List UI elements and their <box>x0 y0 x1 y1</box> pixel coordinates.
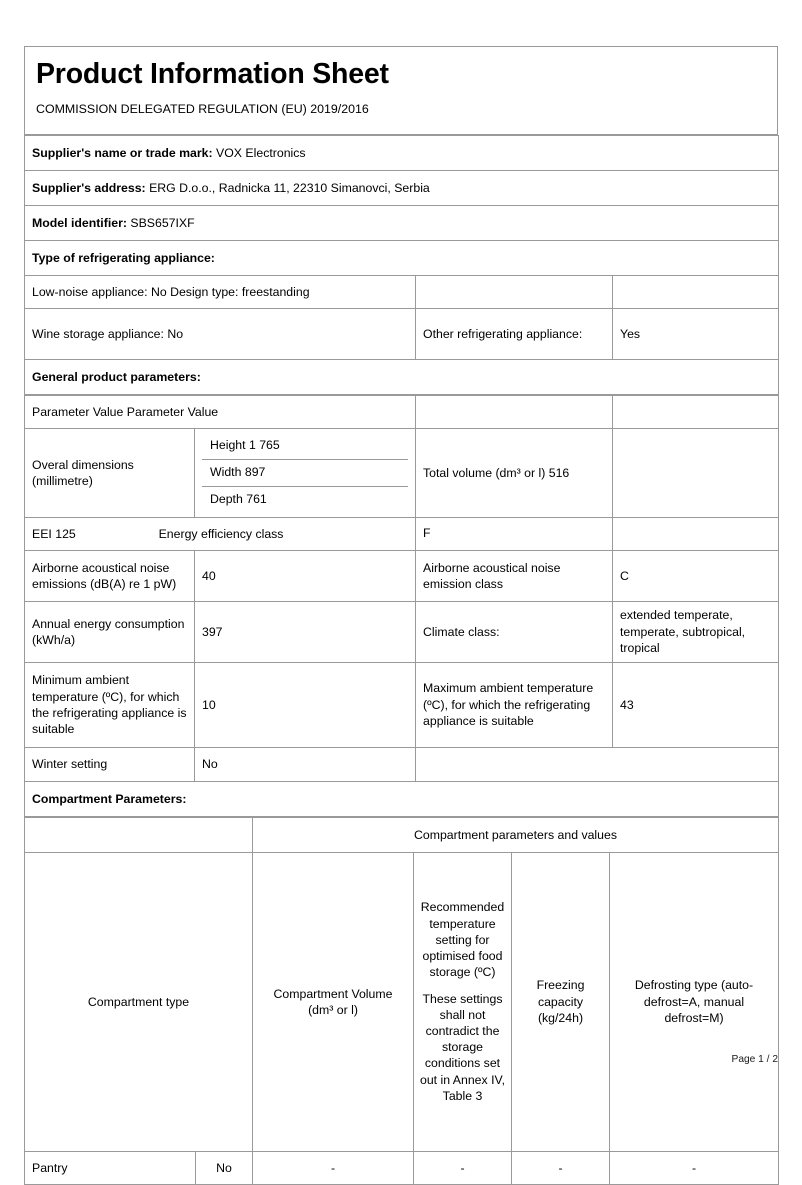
general-parameters-table <box>24 395 779 817</box>
table-row <box>25 817 779 852</box>
appliance-type-section-label: Type of refrigerating appliance: <box>25 240 779 275</box>
min-temp-value: 10 <box>195 662 416 747</box>
table-row <box>25 517 779 550</box>
model-identifier-value: SBS657IXF <box>130 215 195 230</box>
annual-energy-value: 397 <box>195 601 416 662</box>
dimension-width: Width 897 <box>202 459 408 486</box>
min-temp-label: Minimum ambient temperature (ºC), for which the refrigerating appliance is suitable <box>25 662 195 747</box>
table-row <box>25 852 779 1151</box>
compartment-row-defrost: - <box>610 1151 779 1184</box>
compartment-temperature-header <box>414 852 512 1151</box>
compartment-row-temperature: - <box>414 1151 512 1184</box>
parameter-value-header: Parameter Value Parameter Value <box>25 395 416 428</box>
page-footer <box>24 1054 778 1065</box>
title-block <box>24 46 778 135</box>
table-row <box>25 275 779 308</box>
compartment-row-present: No <box>196 1151 253 1184</box>
supplier-address-label: Supplier's address: <box>32 180 146 195</box>
compartment-corner-cell <box>25 817 253 852</box>
compartment-temperature-header-main: Recommended temperature setting for optimised food storage (ºC) <box>420 900 505 980</box>
compartment-volume-header: Compartment Volume (dm³ or l) <box>253 852 414 1151</box>
energy-efficiency-class-label: Energy efficiency class <box>158 526 284 541</box>
table-row <box>25 395 779 428</box>
supplier-name-value: VOX Electronics <box>216 145 306 160</box>
table-row <box>25 359 779 394</box>
compartment-row-volume: - <box>253 1151 414 1184</box>
compartment-params-header: Compartment parameters and values <box>253 817 779 852</box>
parameter-header-blank-2 <box>613 395 779 428</box>
general-section-label: General product parameters: <box>25 359 779 394</box>
winter-setting-value: No <box>195 747 416 781</box>
table-row <box>25 747 779 781</box>
noise-emissions-value: 40 <box>195 550 416 601</box>
other-appliance-label: Other refrigerating appliance: <box>416 308 613 359</box>
table-row <box>25 205 779 240</box>
energy-efficiency-class-value: F <box>416 517 613 550</box>
max-temp-value: 43 <box>613 662 779 747</box>
compartment-parameters-table <box>24 817 779 1185</box>
winter-setting-blank <box>416 747 779 781</box>
wine-storage-cell: Wine storage appliance: No <box>25 308 416 359</box>
annual-energy-label: Annual energy consumption (kWh/a) <box>25 601 195 662</box>
table-row <box>202 486 408 513</box>
table-row <box>25 550 779 601</box>
max-temp-label: Maximum ambient temperature (ºC), for which the refrigerating appliance is suitable <box>416 662 613 747</box>
table-row <box>202 433 408 460</box>
supplier-name-label: Supplier's name or trade mark: <box>32 145 213 160</box>
climate-class-label: Climate class: <box>416 601 613 662</box>
compartment-type-header: Compartment type <box>25 852 253 1151</box>
supplier-table <box>24 135 779 395</box>
eei-blank <box>613 517 779 550</box>
eei-label: EEI 125 <box>32 526 76 541</box>
table-row <box>25 135 779 170</box>
table-row <box>25 781 779 816</box>
overall-dimensions-label: Overal dimensions (millimetre) <box>25 428 195 517</box>
table-row <box>25 662 779 747</box>
table-row <box>25 240 779 275</box>
total-volume-blank <box>613 428 779 517</box>
compartment-section-label: Compartment Parameters: <box>25 781 779 816</box>
low-noise-blank-cell <box>416 275 613 308</box>
dimensions-subtable <box>202 433 408 513</box>
page-number: Page 1 / 2 <box>731 1054 778 1065</box>
noise-class-label: Airborne acoustical noise emission class <box>416 550 613 601</box>
compartment-row-freezing: - <box>512 1151 610 1184</box>
eei-cell <box>25 517 416 550</box>
supplier-address-cell <box>25 170 779 205</box>
supplier-name-cell <box>25 135 779 170</box>
low-noise-cell: Low-noise appliance: No Design type: freestanding <box>25 275 416 308</box>
regulation-subtitle: COMMISSION DELEGATED REGULATION (EU) 2019/2016 <box>36 101 369 116</box>
compartment-temperature-header-note: These settings shall not contradict the storage conditions set out in Annex IV, Table 3 <box>419 991 505 1103</box>
table-row <box>25 601 779 662</box>
winter-setting-label: Winter setting <box>25 747 195 781</box>
compartment-defrost-header: Defrosting type (auto-defrost=A, manual defrost=M) <box>610 852 779 1151</box>
noise-emissions-label: Airborne acoustical noise emissions (dB(A) re 1 pW) <box>25 550 195 601</box>
model-identifier-cell <box>25 205 779 240</box>
other-appliance-value: Yes <box>613 308 779 359</box>
supplier-address-value: ERG D.o.o., Radnicka 11, 22310 Simanovci, Serbia <box>149 180 430 195</box>
model-identifier-label: Model identifier: <box>32 215 127 230</box>
table-row <box>25 1151 779 1184</box>
table-row <box>202 459 408 486</box>
table-row <box>25 308 779 359</box>
dimension-depth: Depth 761 <box>202 486 408 513</box>
total-volume-label: Total volume (dm³ or l) 516 <box>416 428 613 517</box>
page-title: Product Information Sheet <box>36 58 389 90</box>
dimension-height: Height 1 765 <box>202 433 408 460</box>
parameter-header-blank <box>416 395 613 428</box>
table-row <box>25 428 779 517</box>
product-information-sheet <box>24 46 778 1185</box>
compartment-freezing-header: Freezing capacity (kg/24h) <box>512 852 610 1151</box>
low-noise-blank-cell-2 <box>613 275 779 308</box>
noise-class-value: C <box>613 550 779 601</box>
table-row <box>25 170 779 205</box>
compartment-row-type: Pantry <box>25 1151 196 1184</box>
climate-class-value: extended temperate, temperate, subtropical, tropical <box>613 601 779 662</box>
dimensions-subtable-cell <box>195 428 416 517</box>
